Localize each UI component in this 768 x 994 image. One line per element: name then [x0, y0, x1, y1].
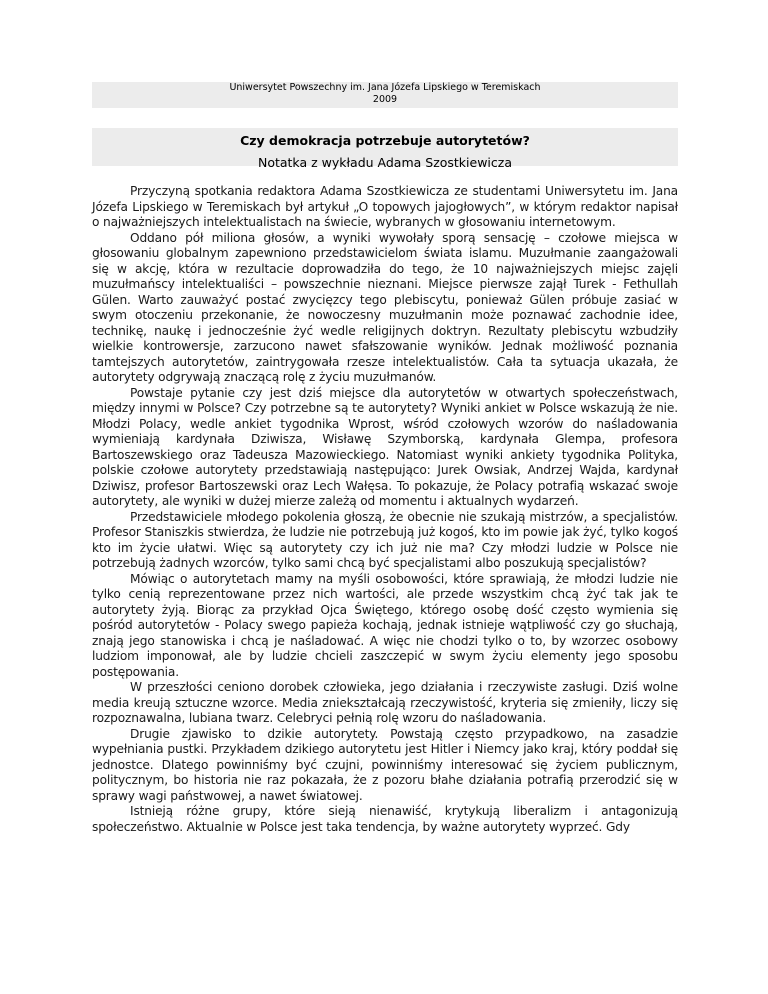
institution-name: Uniwersytet Powszechny im. Jana Józefa Lipskiego w Teremiskach [229, 82, 541, 93]
title-block [92, 128, 678, 170]
paragraph: Przyczyną spotkania redaktora Adama Szostkiewicza ze studentami Uniwersytetu im. Jana Józefa Lipskiego w Teremiskach był artykuł „O topowych jajogłowych”, w którym redaktor napisał o najważniejszych intelektualistach na świecie, wybranych w głosowaniu internetowym. [92, 184, 678, 229]
document-title: Czy demokracja potrzebuje autorytetów? [240, 133, 530, 148]
paragraph: W przeszłości ceniono dorobek człowieka, jego działania i rzeczywiste zasługi. Dziś wolne media kreują sztuczne wzorce. Media zniekształcają rzeczywistość, kryteria się zmieniły, liczy się rozpoznawalna, lubiana twarz. Celebryci pełnią rolę wzoru do naśladowania. [92, 680, 678, 725]
paragraph: Oddano pół miliona głosów, a wyniki wywołały sporą sensację – czołowe miejsca w głosowaniu globalnym zapewniono przedstawicielom świata islamu. Muzułmanie zaangażowali się w akcję, która w rezultacie doprowadziła do tego, że 10 najważniejszych miejsc zajęli muzułmańscy intelektualiści – powszechnie nieznani. Miejsce pierwsze zajął Turek - Fethullah Gülen. Warto zauważyć postać zwycięzcy tego plebiscytu, ponieważ Gülen próbuje zasiać w swym otoczeniu przekonanie, że nowoczesny muzułmanin może poznawać zachodnie idee, technikę, naukę i jednocześnie żyć wedle religijnych doktryn. Rezultaty plebiscytu wzbudziły wielkie kontrowersje, zarzucono nawet sfałszowanie wyników. Jednak możliwość poznania tamtejszych autorytetów, zaintrygowała rzesze intelektualistów. Cała ta sytuacja ukazała, że autorytety odgrywają znaczącą rolę z życiu muzułmanów. [92, 230, 678, 384]
paragraph: Drugie zjawisko to dzikie autorytety. Powstają często przypadkowo, na zasadzie wypełniania pustki. Przykładem dzikiego autorytetu jest Hitler i Niemcy jako kraj, który poddał się jednostce. Dlatego powinniśmy być czujni, powinniśmy interesować się życiem publicznym, politycznym, bo historia nie raz pokazała, że z pozoru błahe działania potrafią przerodzić się w sprawy wagi państwowej, a nawet światowej. [92, 726, 678, 803]
paragraph: Mówiąc o autorytetach mamy na myśli osobowości, które sprawiają, że młodzi ludzie nie tylko cenią reprezentowane przez nich wartości, ale przede wszystkim chcą żyć tak jak te autorytety żyją. Biorąc za przykład Ojca Świętego, którego osobę dość często wymienia się pośród autorytetów - Polacy swego papieża kochają, jednak istnieje wątpliwość czy go słuchają, znają jego stanowiska i chcą je naśladować. A więc nie chodzi tylko o to, by wzorzec osobowy ludziom imponował, ale by ludzie chcieli zaszczepić w swym życiu elementy jego sposobu postępowania. [92, 571, 678, 679]
paragraph: Powstaje pytanie czy jest dziś miejsce dla autorytetów w otwartych społeczeństwach, między innymi w Polsce? Czy potrzebne są te autorytety? Wyniki ankiet w Polsce wskazują że nie. Młodzi Polacy, wedle ankiet tygodnika Wprost, wśród czołowych wzorów do naśladowania wymieniają kardynała Dziwisza, Wisławę Szymborską, kardynała Glempa, profesora Bartoszewskiego oraz Tadeusza Mazowieckiego. Natomiast wyniki ankiety tygodnika Polityka, polskie czołowe autorytety przedstawiają następująco: Jurek Owsiak, Andrzej Wajda, kardynał Dziwisz, profesor Bartoszewski oraz Lech Wałęsa. To pokazuje, że Polacy potrafią wskazać swoje autorytety, ale wyniki w dużej mierze zależą od momentu i aktualnych wydarzeń. [92, 385, 678, 508]
paragraph: Przedstawiciele młodego pokolenia głoszą, że obecnie nie szukają mistrzów, a specjalistów. Profesor Staniszkis stwierdza, że ludzie nie potrzebują już kogoś, kto im powie jak żyć, tylko kogoś kto im życie ułatwi. Więc są autorytety czy ich już nie ma? Czy młodzi ludzie w Polsce nie potrzebują żadnych wzorców, tylko sami chcą być specjalistami albo poszukują specjalistów? [92, 509, 678, 570]
document-body [92, 184, 678, 835]
header-year: 2009 [372, 94, 398, 105]
institution-header [92, 82, 678, 108]
paragraph: Istnieją różne grupy, które sieją nienawiść, krytykują liberalizm i antagonizują społeczeństwo. Aktualnie w Polsce jest taka tendencja, by ważne autorytety wyprzeć. Gdy [92, 804, 678, 834]
document-subtitle: Notatka z wykładu Adama Szostkiewicza [257, 155, 513, 170]
